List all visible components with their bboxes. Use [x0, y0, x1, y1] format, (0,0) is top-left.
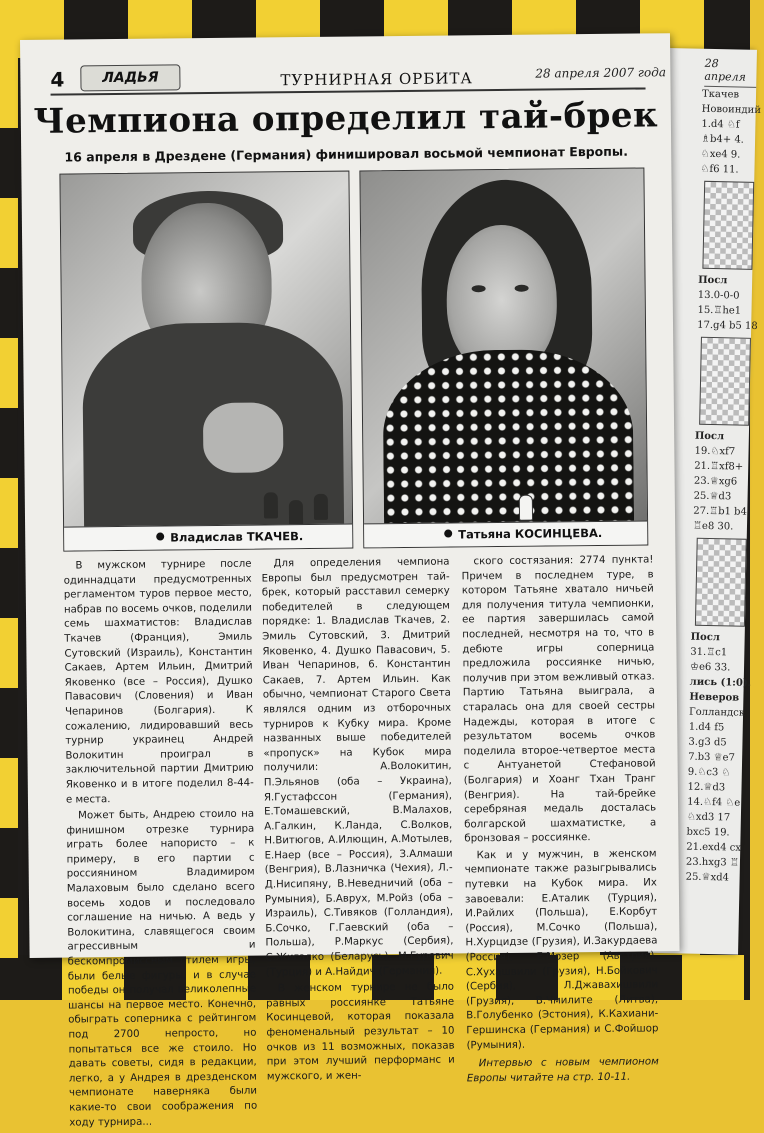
article-column-3 — [461, 553, 659, 1088]
newspaper-logo: ЛАДЬЯ — [80, 64, 180, 91]
notation-line: ♖e8 30. — [692, 520, 734, 533]
chess-piece — [289, 500, 303, 526]
notation-line: ♘xe4 9. — [700, 148, 741, 161]
article-teaser: Интервью с новым чемпионом Европы читайте на стр. 10-11. — [466, 1056, 659, 1085]
notation-line: ♔e6 33. — [689, 661, 731, 674]
notation-line: ♘f6 11. — [700, 163, 739, 176]
article-column-2 — [261, 556, 455, 1087]
photo-caption — [64, 524, 352, 551]
photo-tkachev — [59, 171, 353, 552]
chess-piece — [264, 492, 278, 518]
article-paragraph: Может быть, Андрею стоило на финишном отрезке турнира играть более напористо – к примеру, в его партии с россиянином Владимиром Малаховым было сделано всего восемь ходов и последовало соглашение на ничью. А ведь у Волокитина, славящегося своим агрессивным и бескомпромиссным стилем игры, были белые фигуры, и в случае победы он получал великолепные шансы на первое место. Конечно, обыграть соперника с рейтингом под 2700 непросто, но попытаться все же стоило. Но давать советы, сидя в редакции, легко, а у Андрея в дрезденском чемпионате наверняка были какие-то свои соображения по ходу турнира... — [66, 808, 258, 1129]
photo-figure-dress — [382, 349, 634, 542]
chess-piece — [519, 495, 533, 521]
notation-line: 12.♕d3 — [687, 781, 726, 794]
notation-line: Неверов — [689, 691, 740, 704]
notation-line: 17.g4 b5 18 — [697, 319, 758, 332]
notation-line: 21.exd4 cx — [686, 841, 742, 854]
notation-line: 21.♖xf8+ — [694, 460, 744, 473]
chess-diagram — [695, 538, 747, 627]
notation-line: Голландск — [688, 706, 746, 719]
notation-line: 14.♘f4 ♘e — [687, 796, 741, 809]
notation-line: ♗b4+ 4. — [700, 133, 745, 146]
adjacent-page-date: 28 апреля — [704, 57, 757, 88]
notation-line: bxc5 19. — [686, 826, 730, 839]
notation-line: 23.♕xg6 — [693, 475, 738, 488]
notation-line: 27.♖b1 b4 — [693, 505, 747, 518]
adjacent-notation-a — [700, 87, 762, 178]
notation-line: Посл — [694, 430, 725, 443]
notation-line: 25.♕xd4 — [685, 871, 730, 884]
photo-figure-hand — [203, 402, 284, 473]
section-title: ТУРНИРНАЯ ОРБИТА — [280, 69, 473, 90]
article-paragraph: Как и у мужчин, в женском чемпионате также разыгрывались путевки на Кубок мира. Их завоевали: Е.Аталик (Турция), И.Райлих (Польша), Е.Корбут (Россия), М.Сочко (Польша), Н.Хурцидзе (Грузия), И.Закурдаева (Россия), Е.Мозер (Австрия), С.Хухашвили (Грузия), Н.Бойкович (Сербия), Л.Джавахишвили (Грузия), В.Чмилите (Литва), В.Голубенко (Эстония), К.Кахиани-Гершинска (Германия) и С.Фойшор (Румыния). — [464, 848, 659, 1051]
bullet-icon — [444, 530, 452, 538]
notation-line: 1.d4 ♘f — [701, 118, 740, 131]
notation-line: 13.0-0-0 — [697, 289, 740, 302]
article-paragraph: ского состязания: 2774 пункта! Причем в последнем туре, в котором Татьяне хватало ничьей для получения титула чемпионки, ее партия завершилась самой последней, несмотря на то, что в дебюте игры соперница предложила россиянке ничью, получив при этом вежливый отказ. Партию Татьяна выиграла, а старалась она для своей сестры Надежды, которая в итоге с результатом восемь очков поделила второе-четвертое места с Антуанетой Стефановой (Болгария) и Хоанг Тхан Транг (Венгрия). На тай-брейке серебряная медаль досталась болгарской шахматистке, а бронзовая – россиянке. — [461, 554, 657, 845]
chess-diagram — [702, 181, 754, 270]
adjacent-notation-b — [697, 273, 758, 334]
notation-line: Посл — [690, 631, 721, 644]
photo-caption-text: Владислав ТКАЧЕВ. — [170, 529, 304, 545]
article-column-1 — [63, 558, 257, 1133]
notation-line: 9.♘c3 ♘ — [687, 766, 731, 779]
notation-line: 3.g3 d5 — [688, 736, 727, 749]
article-paragraph: В женском турнире не было равных россиянке Татьяне Косинцевой, которая показала феноменальный результат – 10 очков из 11 возможных, показав при этом лучший перформанс и мужского, и жен- — [266, 981, 455, 1083]
chess-diagram — [699, 337, 751, 426]
page-header — [20, 61, 670, 100]
bullet-icon — [156, 533, 164, 541]
article-paragraph: В мужском турнире после одиннадцати предусмотренных регламентом туров первое место, набрав по восемь очков, поделили семь шахматистов: Владислав Ткачев (Франция), Эмиль Сутовский (Израиль), Константин Сакаев, Артем Ильин, Дмитрий Яковенко (все – Россия), Душко Павасович (Словения) и Иван Чепаринов (Болгария). К сожалению, лидировавший весь турнир украинец Андрей Волокитин проиграл в заключительной партии Дмитрию Яковенко и в итоге поделил 8-44-е места. — [63, 558, 254, 806]
photo-caption-text: Татьяна КОСИНЦЕВА. — [458, 525, 603, 542]
notation-line: 7.b3 ♕e7 — [688, 751, 735, 764]
notation-line: 15.♖he1 — [697, 304, 742, 317]
notation-line: Посл — [698, 274, 728, 287]
article-paragraph: Для определения чемпиона Европы был предусмотрен тай-брек, который расставил семерку победителей в следующем порядке: 1. Владислав Ткачев, 2. Эмиль Сутовский, 3. Дмитрий Яковенко, 4. Душко Павасович, 5. Иван Чепаринов, 6. Константин Сакаев, 7. Артем Ильин. Как обычно, чемпионат Старого Света являлся одним из отборочных турниров к Кубку мира. Кроме названных выше победителей «пропуск» на Кубок мира получили: А.Волокитин, П.Эльянов (оба – Украина), Я.Густафссон (Германия), Е.Томашевский, В.Малахов, А.Галкин, К.Ланда, С.Волков, Н.Витюгов, А.Илющин, А.Мотылев, Е.Наер (все – Россия), З.Алмаши (Венгрия), В.Лазничка (Чехия), Л.-Д.Нисипяну, В.Неведничий (оба – Румыния), Б.Аврух, М.Ройз (оба – Израиль), С.Тивяков (Голландия), Б.Сочко, Г.Гаевский (оба – Польша), Р.Маркус (Сербия), С.Жигалко (Беларусь), М.Гуревич (Турция) и А.Найдич (Германия). — [261, 556, 454, 979]
page-number: 4 — [50, 67, 65, 92]
adjacent-notation-c — [693, 429, 749, 535]
notation-line: 25.♕d3 — [693, 490, 732, 503]
chessboard-edge-left — [0, 58, 18, 958]
notation-line: 31.♖c1 — [690, 646, 728, 659]
notation-line: лись (1:0). — [689, 676, 752, 689]
photo-caption — [364, 520, 647, 547]
eye — [515, 285, 529, 292]
notation-line: 19.♘xf7 — [694, 445, 736, 458]
article-body — [63, 553, 659, 1129]
notation-line: Новоиндий — [701, 103, 762, 116]
adjacent-notation-d — [685, 630, 752, 886]
newspaper-page — [20, 33, 680, 1129]
article-headline: Чемпиона определил тай-брек — [33, 95, 659, 142]
article-subheadline: 16 апреля в Дрездене (Германия) финишировал восьмой чемпионат Европы. — [64, 143, 628, 165]
eye — [472, 285, 486, 292]
chess-piece — [314, 494, 328, 520]
notation-line: 23.hxg3 ♖ — [685, 856, 739, 869]
issue-date: 28 апреля 2007 года — [535, 65, 667, 81]
notation-line: Ткачев — [701, 88, 740, 101]
notation-line: ♘xd3 17 — [686, 811, 731, 824]
notation-line: 1.d4 f5 — [688, 721, 725, 734]
photo-kosintseva — [359, 167, 648, 548]
